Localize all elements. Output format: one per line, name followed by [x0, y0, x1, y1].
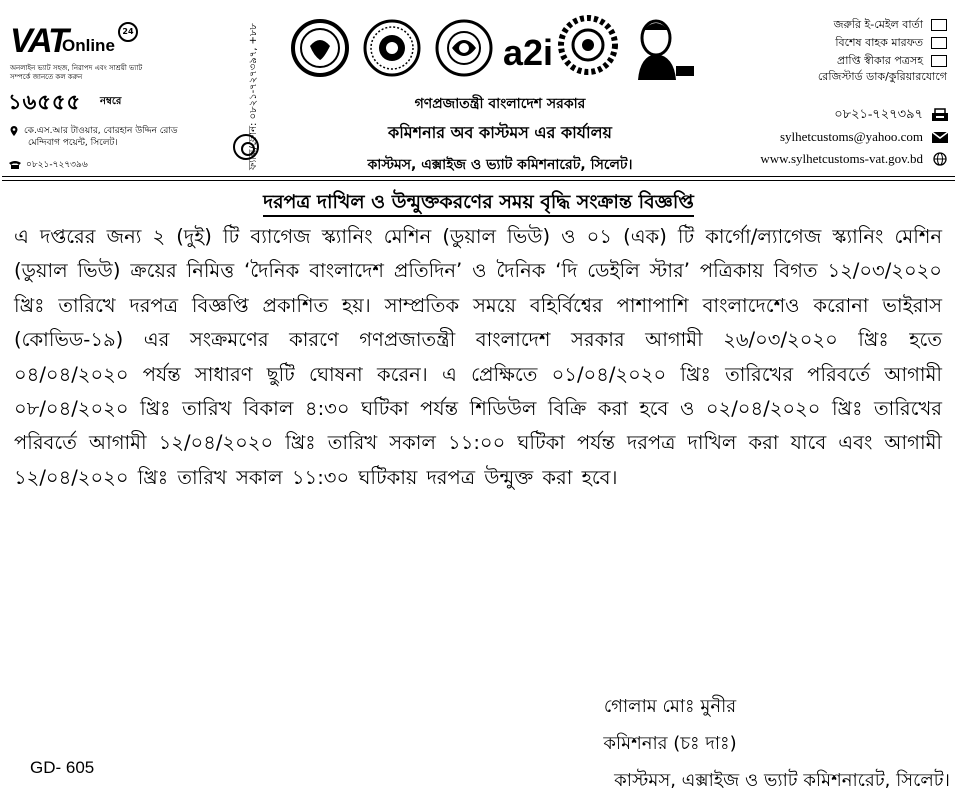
vat-logo-main: VAT: [10, 22, 67, 60]
delivery-option-checkbox[interactable]: [931, 37, 947, 49]
vat-hotline-suffix: নম্বরে: [100, 96, 122, 107]
letterhead: [0, 0, 957, 178]
mujib-borsho-emblem-icon: [558, 14, 618, 76]
signature-block: [390, 688, 950, 799]
vat-hotline-number: ১৬৫৫৫: [8, 90, 82, 114]
customs-emblem-icon: [362, 18, 422, 78]
signatory-office: কাস্টমস, এক্সাইজ ও ভ্যাট কমিশনারেট, সিলেট।: [614, 770, 950, 791]
vat-address-line1: কে.এস.আর টাওয়ার, বোরহান উদ্দিন রোড: [24, 126, 178, 136]
contact-website: [729, 148, 949, 170]
vat-address-line2: মেন্দিবাগ পয়েন্ট, সিলেট।: [28, 138, 118, 148]
a2i-logo: a2i: [503, 32, 554, 73]
contact-fax: [729, 104, 949, 126]
qr-seal-icon: [233, 134, 259, 160]
bangabandhu-portrait-icon: [630, 14, 696, 82]
vat-phone: [8, 157, 88, 172]
fax-number: ০৮২১-৭২৭৩৯৭: [834, 105, 923, 121]
signatory-designation: কমিশনার (চঃ দাঃ): [603, 733, 737, 754]
emblems-row: [290, 14, 690, 86]
telephone-icon: [8, 160, 22, 170]
directorate-name: কাস্টমস, এক্সাইজ ও ভ্যাট কমিশনারেট, সিলেট।: [367, 157, 633, 173]
delivery-option-checkbox[interactable]: [931, 19, 947, 31]
vat-24-badge: 24: [118, 22, 138, 42]
delivery-option[interactable]: [777, 34, 947, 52]
contact-email: [729, 126, 949, 148]
document-code: GD- 605: [30, 758, 95, 777]
website-url[interactable]: www.sylhetcustoms-vat.gov.bd: [760, 151, 923, 166]
signatory-name: গোলাম মোঃ মুনীর: [603, 696, 737, 717]
delivery-option-checkbox[interactable]: [931, 55, 947, 67]
notice-title: [0, 188, 957, 220]
header-divider: [2, 176, 955, 177]
delivery-registered: রেজিস্টার্ড ডাক/কুরিয়ারযোগে: [817, 70, 947, 83]
vat-phone-number: ০৮২১-৭২৭৩৯৬: [26, 160, 88, 170]
vat-tagline: অনলাইন ভ্যাট সহজ, নিরাপদ এবং সাশ্রয়ী ভ্যাট সম্পর্কে জানতে কল করুন: [10, 64, 143, 81]
fax-icon: [931, 108, 949, 122]
delivery-option-label: বিশেষ বাহক মারফত: [835, 35, 923, 49]
email-address[interactable]: sylhetcustoms@yahoo.com: [779, 129, 923, 144]
notice-title-text: দরপত্র দাখিল ও উন্মুক্তকরণের সময় বৃদ্ধি সংক্রান্ত বিজ্ঞপ্তি: [263, 191, 694, 217]
location-pin-icon: [8, 125, 20, 137]
contact-block: [729, 104, 949, 170]
delivery-option-label: জরুরি ই-মেইল বার্তা: [833, 17, 923, 31]
government-name: গণপ্রজাতন্ত্রী বাংলাদেশ সরকার: [414, 96, 586, 112]
vat-address: [8, 125, 178, 149]
office-name: কমিশনার অব কাস্টমস এর কার্যালয়: [388, 123, 612, 142]
delivery-option[interactable]: [777, 16, 947, 34]
notice-body: এ দপ্তরের জন্য ২ (দুই) টি ব্যাগেজ স্ক্যানিং মেশিন (ডুয়াল ভিউ) ও ০১ (এক) টি কার্গো/ল্যাগেজ স্ক্যানিং মেশিন (ডুয়াল ভিউ) ক্রয়ের নিমিত্ত ‘দৈনিক বাংলাদেশ প্রতিদিন’ ও দৈনিক ‘দি ডেইলি স্টার’ পত্রিকায় বিগত ১২/০৩/২০২০ খ্রিঃ তারিখে দরপত্র বিজ্ঞপ্তি প্রকাশিত হয়। সাম্প্রতিক সময়ে বহির্বিশ্বের পাশাপাশি বাংলাদেশেও করোনা ভাইরাস (কোভিড-১৯) এর সংক্রমণের কারণে গণপ্রজাতন্ত্রী বাংলাদেশ সরকার আগামী ২৬/০৩/২০২০ খ্রিঃ হতে ০৪/০৪/২০২০ পর্যন্ত সাধারণ ছুটি ঘোষনা করেন। এ প্রেক্ষিতে ০১/০৪/২০২০ খ্রিঃ তারিখের পরিবর্তে আগামী ০৮/০৪/২০২০ খ্রিঃ তারিখ বিকাল ৪:৩০ ঘটিকা পর্যন্ত শিডিউল বিক্রি করা হবে ও ০২/০৪/২০২০ খ্রিঃ তারিখের পরিবর্তে আগামী ১২/০৪/২০২০ খ্রিঃ তারিখ সকাল ১১:০০ ঘটিকা পর্যন্ত দরপত্র দাখিল করা যাবে এবং আগামী ১২/০৪/২০২০ খ্রিঃ তারিখ সকাল ১১:৩০ ঘটিকায় দরপত্র উন্মুক্ত করা হবে।: [14, 225, 942, 489]
globe-icon: [931, 152, 949, 166]
vertical-fax-text: ফ্যাক্স/ফোন: ০৮২১-৭২৭৩৯৭, +৮৮: [248, 23, 259, 170]
envelope-icon: [931, 130, 949, 144]
vat-logo-suffix: Online: [62, 36, 115, 55]
vat-online-logo: [10, 22, 135, 64]
delivery-option-label: প্রাপ্তি স্বীকার পত্রসহ: [837, 53, 923, 67]
delivery-options: [777, 16, 947, 70]
wco-emblem-icon: [434, 18, 494, 78]
organisation-block: [300, 92, 700, 177]
government-seal-icon: [290, 18, 350, 78]
header-divider-double: [2, 180, 955, 181]
